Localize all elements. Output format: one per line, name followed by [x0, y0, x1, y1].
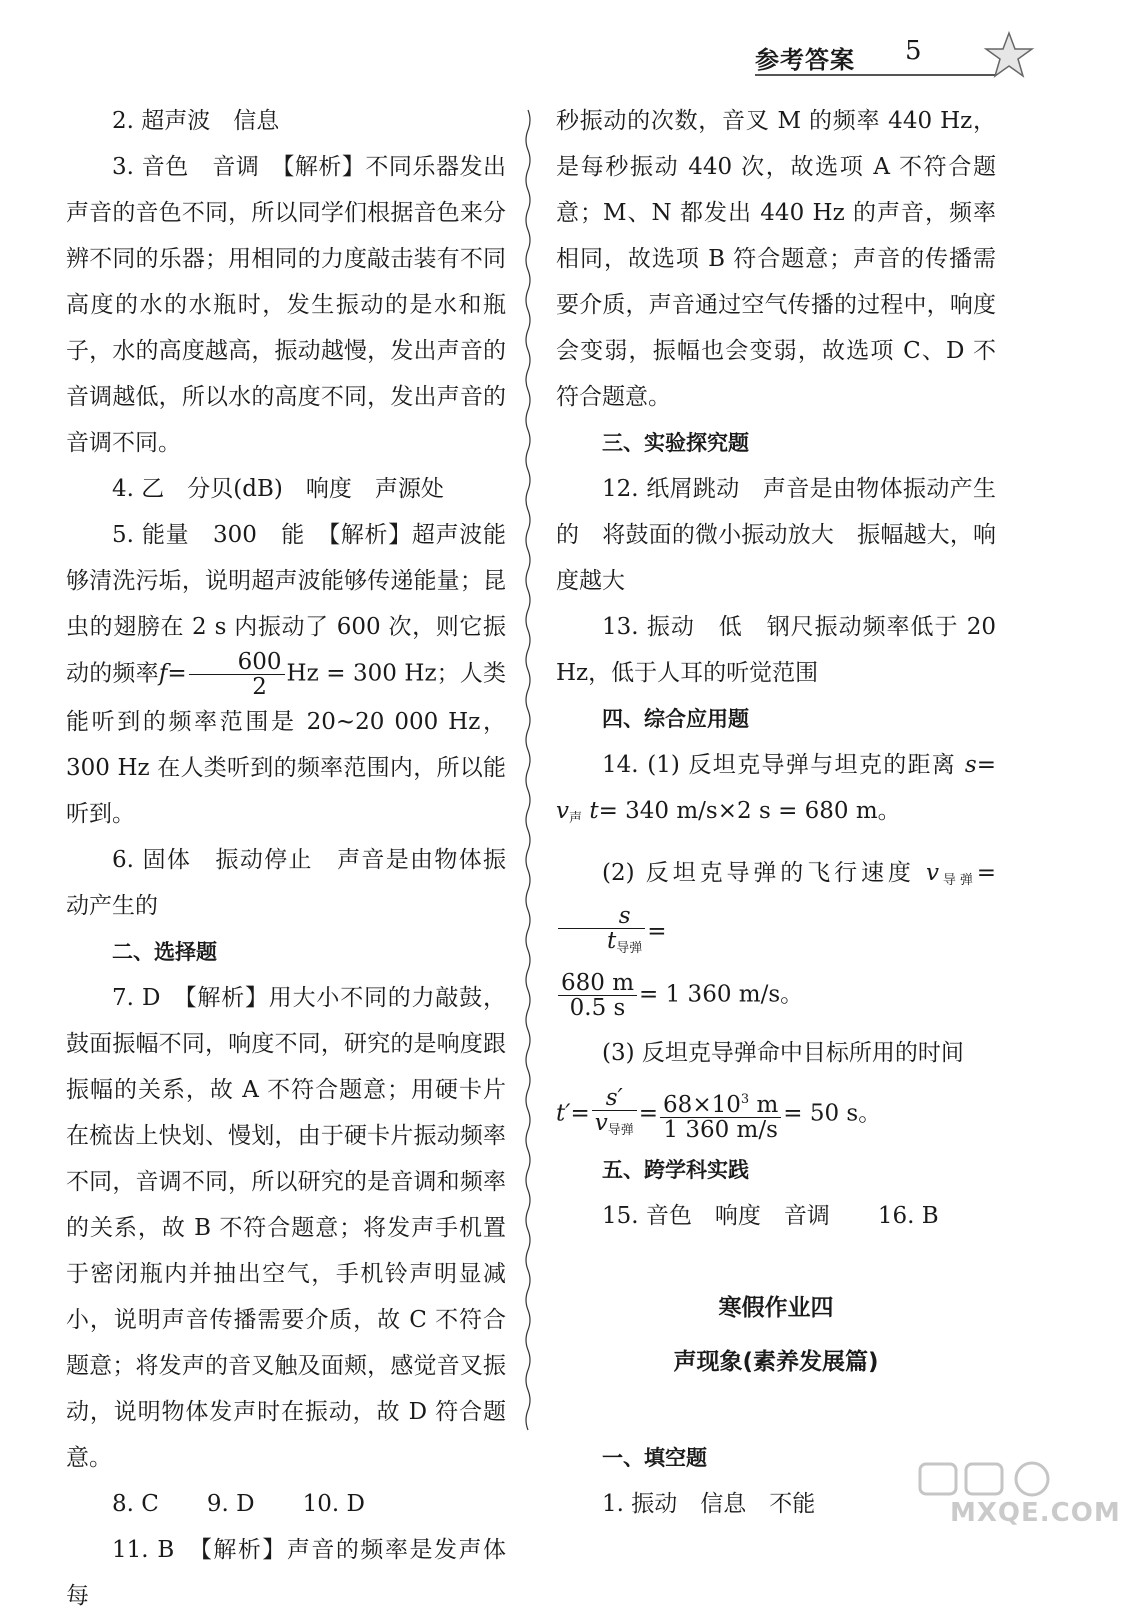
- answer-14-1-text: 14. (1) 反坦克导弹与坦克的距离: [602, 752, 957, 778]
- equals-sign: =: [976, 752, 996, 778]
- answer-12: 12. 纸屑跳动 声音是由物体振动产生的 将鼓面的微小振动放大 振幅越大，响度越大: [556, 476, 996, 594]
- answers-15-16: [556, 1193, 996, 1239]
- answer-b1: 1. 振动 信息 不能: [602, 1491, 816, 1517]
- answer-10: 10. D: [302, 1491, 365, 1517]
- column-divider: [518, 110, 538, 1430]
- section-heading: 五、跨学科实践: [602, 1158, 749, 1182]
- answer-8: 8. C: [112, 1491, 159, 1517]
- answer-14-1: [556, 742, 996, 842]
- subscript: 声: [569, 811, 583, 826]
- section-heading: 三、实验探究题: [602, 431, 749, 455]
- section-heading: 一、填空题: [602, 1446, 707, 1470]
- fraction: [558, 904, 645, 961]
- answer-6: 6. 固体 振动停止 声音是由物体振动产生的: [66, 847, 506, 919]
- calculation: = 340 m/s×2 s = 680 m。: [598, 798, 901, 824]
- homework-title: 寒假作业四: [718, 1295, 834, 1321]
- symbol-v: v: [556, 798, 569, 824]
- right-column: [556, 98, 996, 1527]
- answer-5: [66, 512, 506, 837]
- fraction: [558, 971, 637, 1020]
- answer-16: 16. B: [877, 1203, 939, 1229]
- denominator: [592, 1111, 637, 1143]
- answer-13: 13. 振动 低 钢尺振动频率低于 20 Hz，低于人耳的听觉范围: [556, 614, 996, 686]
- answer-2: 2. 超声波 信息: [112, 108, 280, 134]
- watermark: [900, 1460, 1121, 1530]
- fraction: [660, 1088, 781, 1142]
- subscript: 导弹: [616, 941, 643, 956]
- star-icon: [983, 30, 1035, 82]
- symbol-t-prime: t′: [556, 1100, 571, 1127]
- symbol-v: v: [926, 860, 940, 886]
- symbol-t: t: [589, 798, 599, 824]
- denominator: [558, 929, 645, 961]
- numerator-unit: m: [749, 1091, 779, 1118]
- answer-5-cont: Hz = 300 Hz；人类能听到的频率范围是 20~20 000 Hz，300 Hz 在人类听到的频率范围内，所以能听到。: [66, 660, 506, 827]
- answer-4: 4. 乙 分贝(dB) 响度 声源处: [112, 476, 444, 502]
- numerator: s′: [592, 1086, 637, 1111]
- denominator: 1 360 m/s: [663, 1116, 778, 1143]
- exponent: 3: [740, 1091, 750, 1107]
- watermark-logo-icon: [900, 1460, 1080, 1500]
- page-number: 5: [905, 36, 922, 66]
- subscript: 导弹: [939, 873, 977, 888]
- homework-subtitle: 声现象(素养发展篇): [673, 1349, 879, 1375]
- equals-sign: =: [647, 918, 667, 945]
- answer-14-3: (3) 反坦克导弹命中目标所用的时间: [602, 1040, 964, 1066]
- numerator: 600: [189, 650, 285, 675]
- answer-14-3-result: [556, 1086, 996, 1143]
- answer-15: 15. 音色 响度 音调: [602, 1203, 830, 1229]
- left-column: [66, 98, 506, 1619]
- equals-sign: =: [638, 1100, 659, 1127]
- header-title: 参考答案: [755, 46, 855, 74]
- answer-11: 11. B 【解析】声音的频率是发声体每: [66, 1537, 506, 1609]
- numerator-base: 68×10: [663, 1091, 741, 1118]
- numerator: s: [558, 904, 645, 929]
- answer-7: 7. D 【解析】用大小不同的力敲鼓，鼓面振幅不同，响度不同，研究的是响度跟振幅的关系，故 A 不符合题意；用硬卡片在梳齿上快划、慢划，由于硬卡片振动频率不同，音调不同，所以研究的是音调和频率的关系，故 B 不符合题意；将发声手机置于密闭瓶内并抽出空气，手机铃声明显减小，说明声音传播需要介质，故 C 不符合题意；将发声的音叉触及面颊，感觉音叉振动，说明物体发声时在振动，故 D 符合题意。: [66, 985, 506, 1471]
- denominator: 2: [252, 674, 267, 700]
- symbol-v: v: [594, 1110, 608, 1136]
- watermark-text: MXQE.COM: [950, 1498, 1121, 1528]
- section-heading: 二、选择题: [112, 940, 217, 964]
- symbol-s: s: [964, 752, 977, 778]
- answers-8-10: [66, 1481, 506, 1527]
- result: = 50 s。: [783, 1100, 882, 1127]
- result: = 1 360 m/s。: [639, 981, 804, 1008]
- answer-11-cont: 秒振动的次数，音叉 M 的频率 440 Hz，是每秒振动 440 次，故选项 A 不符合题意；M、N 都发出 440 Hz 的声音，频率相同，故选项 B 符合题意；声音的传播需要介质，声音通过空气传播的过程中，响度会变弱，振幅也会变弱，故选项 C、D 不符合题意。: [556, 108, 996, 410]
- answer-14-2: [556, 850, 996, 961]
- answer-5-text: 5. 能量 300 能 【解析】超声波能够清洗污垢，说明超声波能够传递能量；昆虫的翅膀在 2 s 内振动了 600 次，则它振动的频率: [66, 522, 506, 687]
- symbol-f: f: [158, 660, 168, 687]
- answer-3: 3. 音色 音调 【解析】不同乐器发出声音的音色不同，所以同学们根据音色来分辨不同的乐器；用相同的力度敲击装有不同高度的水的水瓶时，发生振动的是水和瓶子，水的高度越高，振动越慢，发出声音的音调越低，所以水的高度不同，发出声音的音调不同。: [66, 154, 506, 456]
- fraction: [592, 1086, 637, 1143]
- numerator: 680 m: [558, 971, 637, 996]
- page-header: [755, 30, 1055, 90]
- denominator: 0.5 s: [569, 995, 626, 1021]
- section-heading: 四、综合应用题: [602, 707, 749, 731]
- equals-sign: =: [167, 660, 187, 687]
- header-rule: [755, 74, 995, 76]
- numerator: [660, 1088, 781, 1118]
- equals-sign: =: [976, 860, 996, 886]
- subscript: 导弹: [607, 1123, 634, 1138]
- equals-sign: =: [570, 1100, 590, 1127]
- answer-14-2-result: [556, 971, 996, 1020]
- answer-14-2-text: (2) 反坦克导弹的飞行速度: [602, 860, 915, 886]
- symbol-t: t: [607, 928, 617, 954]
- answer-9: 9. D: [206, 1491, 255, 1517]
- fraction: [189, 650, 285, 699]
